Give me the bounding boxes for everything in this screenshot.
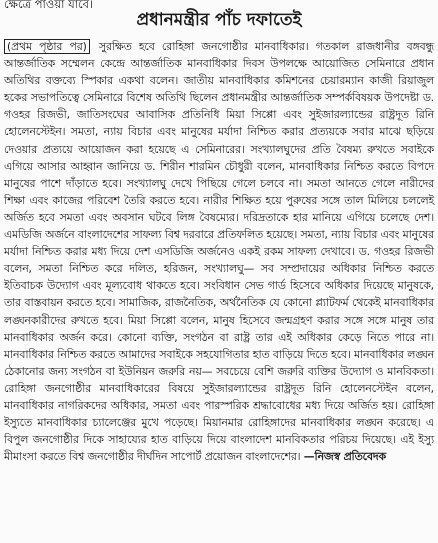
article-body: [4, 38, 434, 465]
article-byline: —নিজস্ব প্রতিবেদক: [303, 450, 386, 464]
continued-from-tag: (প্রথম পৃষ্ঠার পর): [4, 39, 90, 54]
previous-article-tail: ক্ষেত্রে পাওয়া যাবে।: [4, 0, 94, 11]
article-paragraph: [4, 38, 434, 465]
article-headline: প্রধানমন্ত্রীর পাঁচ দফাতেই: [136, 10, 302, 30]
article-body-text: সুরক্ষিত হবে রোহিঙ্গা জনগোষ্ঠীর মানবাধিকার। গতকাল রাজধানীর বঙ্গবন্ধু আন্তর্জাতিক সম্মেলন কেন্দ্রে আন্তর্জাতিক মানবাধিকার দিবস উপলক্ষে আয়োজিত সেমিনারে প্রধান অতিথির বক্তব্যে স্পিকার একথা বলেন। জাতীয় মানবাধিকার কমিশনের চেয়ারম্যান কাজী রিয়াজুল হকের সভাপতিত্বে সেমিনারে বিশেষ অতিথি ছিলেন প্রধানমন্ত্রীর আন্তর্জাতিক সম্পর্কবিষয়ক উপদেষ্টা ড. গওহর রিজভী, জাতিসংঘের আবাসিক প্রতিনিধি মিয়া সিপ্পো এবং সুইজারল্যান্ডের রাষ্ট্রদূত রিনি হোলেনস্টেইন। সমতা, ন্যায় বিচার এবং মানুষের মর্যাদা নিশ্চিত করার প্রত্যয়কে সবার মাঝে ছড়িয়ে দেওয়ার প্রত্যয়ে আয়োজন করা হয়েছে এ সেমিনারের। সংখ্যালঘুদের প্রতি বৈষম্য রুখতে সবাইকে এগিয়ে আসার আহ্বান জানিয়ে ড. শিরীন শারমিন চৌধুরী বলেন, মানবাধিকার নিশ্চিত করতে বিপদে মানুষের পাশে দাঁড়াতে হবে। সংখ্যালঘু দেখে পিছিয়ে গেলে চলবে না। সমতা আনতে গেলে নারীদের শিক্ষা এবং কাজের পরিবেশ তৈরি করতে হবে। নারীর শিক্ষিত হয়ে পুরুষের সঙ্গে তাল মিলিয়ে চললেই অর্জিত হবে সমতা এবং অবসান ঘটবে লিঙ্গ বৈষম্যের। দরিদ্রতাকে হার মানিয়ে এগিয়ে চলেছে দেশ। এমডিজি অর্জনে বাংলাদেশের সাফল্য বিশ্ব দরবারে প্রতিফলিত হয়েছে। সমতা, ন্যায় বিচার এবং মানুষের মর্যাদা নিশ্চিত করার মধ্য দিয়ে দেশ এসডিজি অর্জনেও একই রকম সাফল্য দেখাবে। ড. গওহর রিজভী বলেন, সমতা নিশ্চিত করে দলিত, হরিজন, সংখ্যালঘু— সব সম্প্রদায়ের অধিকার নিশ্চিত করতে ইতিবাচক উদ্যোগ এবং মূল্যবোধ থাকতে হবে। সংবিধান সেভ গার্ড হিসেবে অধিকার দিয়েছে মানুষকে, তার বাস্তবায়ন করতে হবে। সামাজিক, রাজনৈতিক, অর্থনৈতিক যে কোনো প্ল্যাটফর্ম থেকেই মানবাধিকার লঙ্ঘনকারীদের রুখতে হবে। মিয়া সিপ্পো বলেন, মানুষ হিসেবে জন্মগ্রহণ করার সঙ্গে সঙ্গে মানুষ তার মানবাধিকার অর্জন করে। কোনো ব্যক্তি, সংগঠন বা রাষ্ট্র তার এই অধিকার কেড়ে নিতে পারে না। মানবাধিকার নিশ্চিত করতে আমাদের সবাইকে সহযোগিতার হাত বাড়িয়ে দিতে হবে। মানবাধিকার লঙ্ঘন ঠেকানোর জন্য সংগঠন বা ইউনিয়ন জরুরি নয়— সবচেয়ে বেশি জরুরি ব্যক্তির উদ্যোগ ও মানবিকতা। রোহিঙ্গা জনগোষ্ঠীর মানবাধিকারের বিষয়ে সুইজারল্যান্ডের রাষ্ট্রদূত রিনি হোলেনস্টেইন বলেন, মানবাধিকার নাগরিকদের অধিকার, সমতা এবং পারস্পরিক শ্রদ্ধাবোধের মধ্য দিয়ে অর্জিত হয়। রোহিঙ্গা ইস্যুতে মানবাধিকার চ্যালেঞ্জের মুখে পড়েছে। মিয়ানমার রোহিঙ্গাদের মানবাধিকার লঙ্ঘন করেছে। এ বিপুল জনগোষ্ঠীর দিকে সাহায্যের হাত বাড়িয়ে দিয়ে বাংলাদেশ মানবিকতার পরিচয় দিয়েছে। এই ইস্যু মীমাংসা করতে বিশ্ব জনগোষ্ঠীর দীর্ঘদিন সাপোর্ট প্রয়োজন বাংলাদেশের।: [4, 40, 434, 464]
